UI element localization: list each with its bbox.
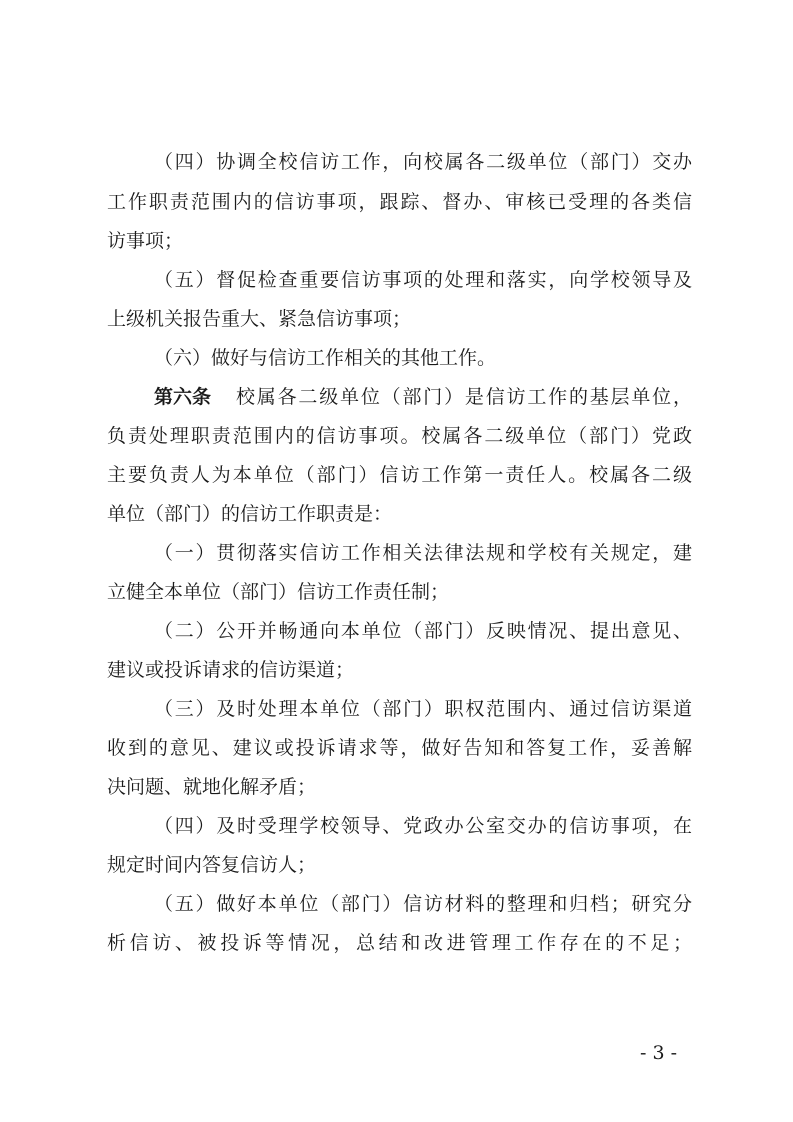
paragraph-line: 工作职责范围内的信访事项，跟踪、督办、审核已受理的各类信: [107, 191, 692, 213]
paragraph-line: 决问题、就地化解矛盾；: [107, 776, 317, 798]
paragraph-line: 析信访、被投诉等情况，总结和改进管理工作存在的不足；: [107, 932, 692, 954]
paragraph-line: 负责处理职责范围内的信访事项。校属各二级单位（部门）党政: [107, 425, 692, 447]
paragraph-line: （三）及时处理本单位（部门）职权范围内、通过信访渠道: [154, 698, 692, 720]
paragraph-line: 上级机关报告重大、紧急信访事项；: [107, 308, 412, 330]
paragraph-line: 主要负责人为本单位（部门）信访工作第一责任人。校属各二级: [107, 464, 692, 486]
paragraph-line: （六）做好与信访工作相关的其他工作。: [154, 347, 497, 369]
paragraph-line: （五）督促检查重要信访事项的处理和落实，向学校领导及: [154, 269, 692, 291]
paragraph-line: 立健全本单位（部门）信访工作责任制；: [107, 581, 450, 603]
paragraph-line: 建议或投诉请求的信访渠道；: [107, 659, 355, 681]
paragraph-line: 规定时间内答复信访人；: [107, 854, 317, 876]
article-label: 第六条: [154, 386, 212, 408]
paragraph-line: 单位（部门）的信访工作职责是：: [107, 503, 393, 525]
page-number: - 3 -: [640, 1042, 678, 1064]
paragraph-line: （四）及时受理学校领导、党政办公室交办的信访事项，在: [154, 815, 692, 837]
paragraph-line: （五）做好本单位（部门）信访材料的整理和归档；研究分: [154, 893, 692, 915]
paragraph-line: （一）贯彻落实信访工作相关法律法规和学校有关规定，建: [154, 542, 692, 564]
paragraph-line: （二）公开并畅通向本单位（部门）反映情况、提出意见、: [154, 620, 692, 642]
paragraph-line: （四）协调全校信访工作，向校属各二级单位（部门）交办: [154, 151, 692, 173]
paragraph-line: 校属各二级单位（部门）是信访工作的基层单位，: [236, 386, 692, 408]
paragraph-line: 访事项；: [107, 230, 184, 252]
paragraph-line: 收到的意见、建议或投诉请求等，做好告知和答复工作，妥善解: [107, 737, 692, 759]
